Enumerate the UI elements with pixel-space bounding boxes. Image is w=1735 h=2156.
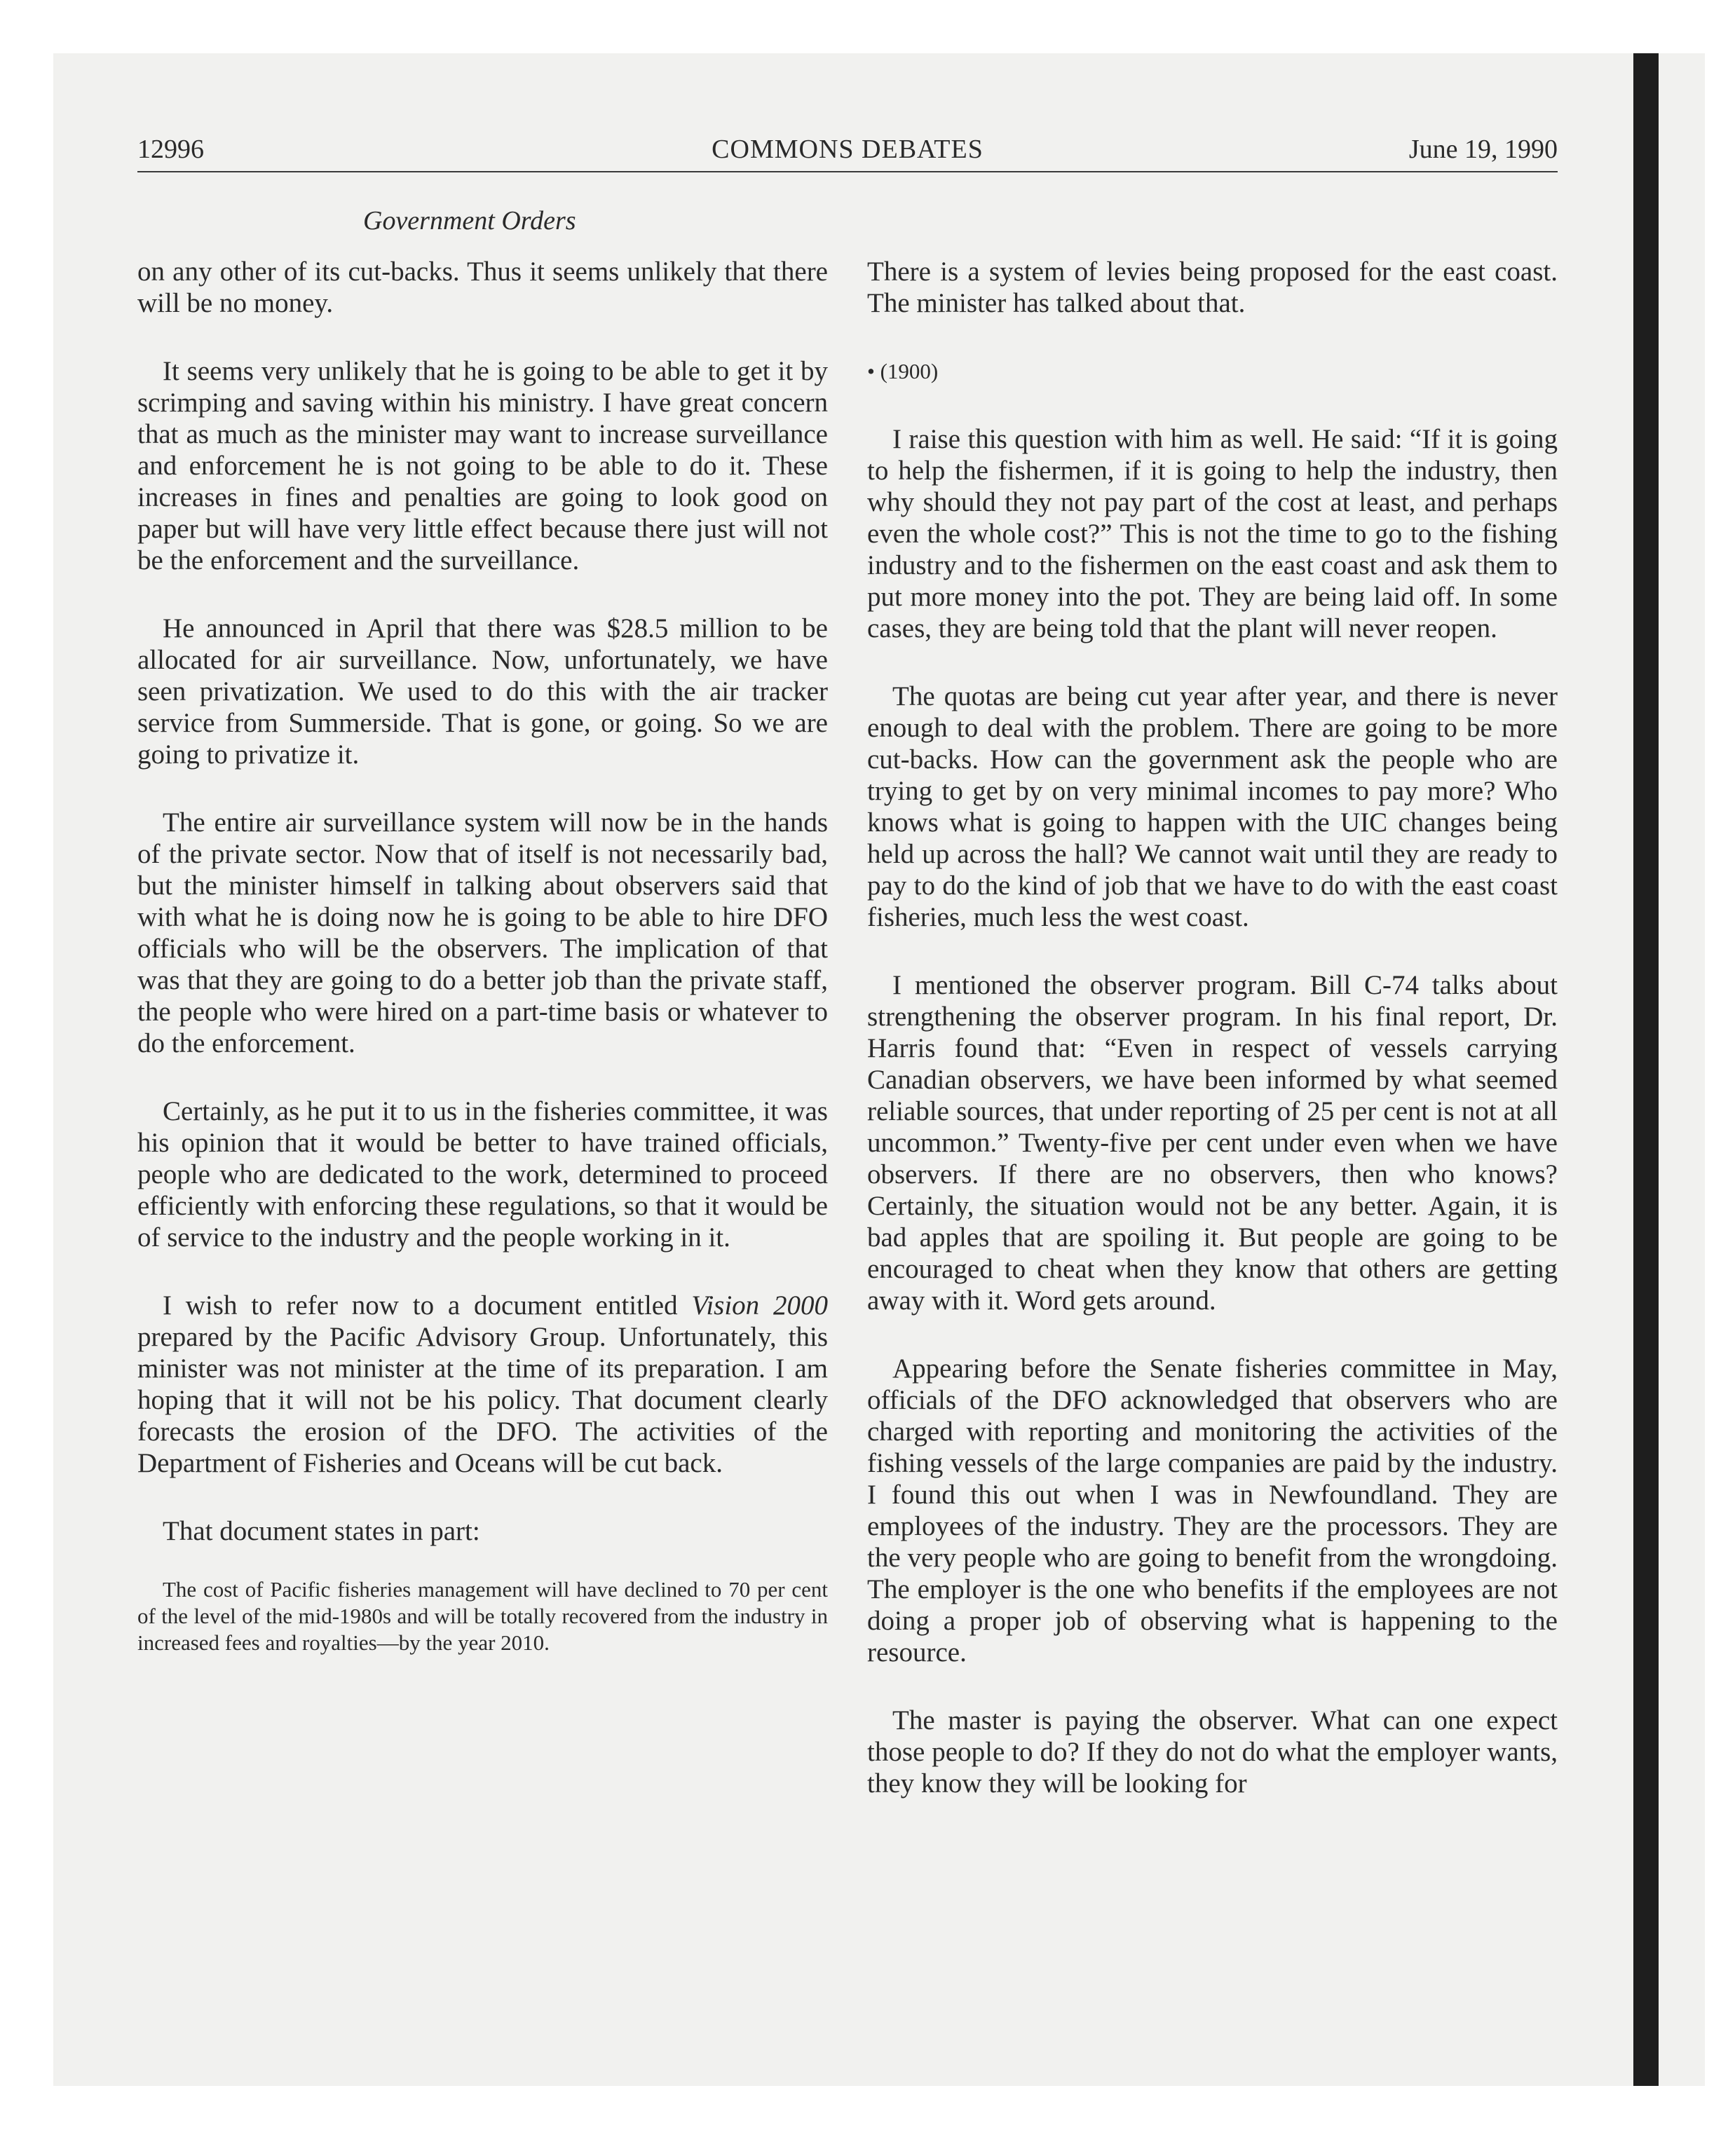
paragraph: I mentioned the observer program. Bill C-74 talks about strengthening the observer program. In his final report, Dr. Harris found that: “Even in respect of vessels carrying Canadian observers, we have been informed by what seemed reliable sources, that under reporting of 25 per cent is not at all uncommon.” Twenty-five per cent under even when we have observers. If there are no observers, then who knows? Certainly, the situation would not be any better. Again, it is bad apples that are spoiling it. But people are going to be encouraged to cheat when they know that others are getting away with it. Word gets around.	[867, 970, 1558, 1316]
paragraph: That document states in part:	[163, 1516, 480, 1546]
left-column	[137, 256, 828, 1656]
paragraph: The master is paying the observer. What can one expect those people to do? If they do not do what the employer wants, they know they will be looking for	[867, 1705, 1558, 1799]
paragraph: on any other of its cut-backs. Thus it seems unlikely that there will be no money.	[137, 257, 828, 318]
section-label: Government Orders	[363, 206, 576, 236]
paragraph: Appearing before the Senate fisheries committee in May, officials of the DFO acknowledged that observers who are charged with reporting and monitoring the activities of the fishing vessels of the large companies are paid by the industry. I found this out when I was in Newfoundland. They are employees of the industry. They are the processors. They are the very people who are going to benefit from the wrongdoing. The employer is the one who benefits if the employees are not doing a proper job of observing what is happening to the resource.	[867, 1353, 1558, 1667]
header-rule	[137, 171, 1558, 172]
binding-edge	[1633, 53, 1659, 2086]
right-column	[867, 256, 1558, 1799]
paragraph: There is a system of levies being proposed for the east coast. The minister has talked about that.	[867, 257, 1558, 318]
time-marker: • (1900)	[867, 359, 939, 383]
paragraph: It seems very unlikely that he is going to be able to get it by scrimping and saving within his ministry. I have great concern that as much as the minister may want to increase surveillance and enforcement he is not going to be able to do it. These increases in fines and penalties are going to look good on paper but will have very little effect because there just will not be the enforcement and the surveillance.	[137, 356, 828, 575]
block-quote: The cost of Pacific fisheries management will have declined to 70 per cent of the level of the mid-1980s and will be totally recovered from the industry in increased fees and royalties—by the year 2010.	[137, 1577, 828, 1655]
paragraph: He announced in April that there was $28.5 million to be allocated for air surveillance. Now, unfortunately, we have seen privatization. We used to do this with the air tracker service from Summerside. That is gone, or going. So we are going to privatize it.	[137, 613, 828, 770]
page-header	[137, 130, 1558, 168]
paragraph-text: prepared by the Pacific Advisory Group. Unfortunately, this minister was not minister at the time of its preparation. I am hoping that it will not be his policy. That document clearly forecasts the erosion of the DFO. The activities of the Department of Fisheries and Oceans will be cut back.	[137, 1322, 828, 1478]
paragraph: The quotas are being cut year after year, and there is never enough to deal with the problem. There are going to be more cut-backs. How can the government ask the people who are trying to get by on very minimal incomes to pay more? Who knows what is going to happen with the UIC changes being held up across the hall? We cannot wait until they are ready to pay to do the kind of job that we have to do with the east coast fisheries, much less the west coast.	[867, 681, 1558, 932]
paragraph: The entire air surveillance system will now be in the hands of the private sector. Now that of itself is not necessarily bad, but the minister himself in talking about observers said that with what he is doing now he is going to be able to hire DFO officials who will be the observers. The implication of that was that they are going to do a better job than the private staff, the people who were hired on a part-time basis or whatever to do the enforcement.	[137, 807, 828, 1058]
publication-title: COMMONS DEBATES	[712, 135, 984, 164]
paragraph: I raise this question with him as well. He said: “If it is going to help the fishermen, if it is going to help the industry, then why should they not pay part of the cost at least, and perhaps even the whole cost?” This is not the time to go to the fishing industry and to the fishermen on the east coast and ask them to put more money into the pot. They are being laid off. In some cases, they are being told that the plant will never reopen.	[867, 424, 1558, 643]
document-title: Vision 2000	[691, 1290, 828, 1321]
paragraph: Certainly, as he put it to us in the fisheries committee, it was his opinion that it would be better to have trained officials, people who are dedicated to the work, determined to proceed efficiently with enforcing these regulations, so that it would be of service to the industry and the people working in it.	[137, 1096, 828, 1253]
issue-date: June 19, 1990	[1408, 135, 1558, 164]
page-number: 12996	[137, 135, 204, 164]
paragraph	[137, 1290, 828, 1479]
paragraph-text: I wish to refer now to a document entitled	[163, 1290, 692, 1321]
